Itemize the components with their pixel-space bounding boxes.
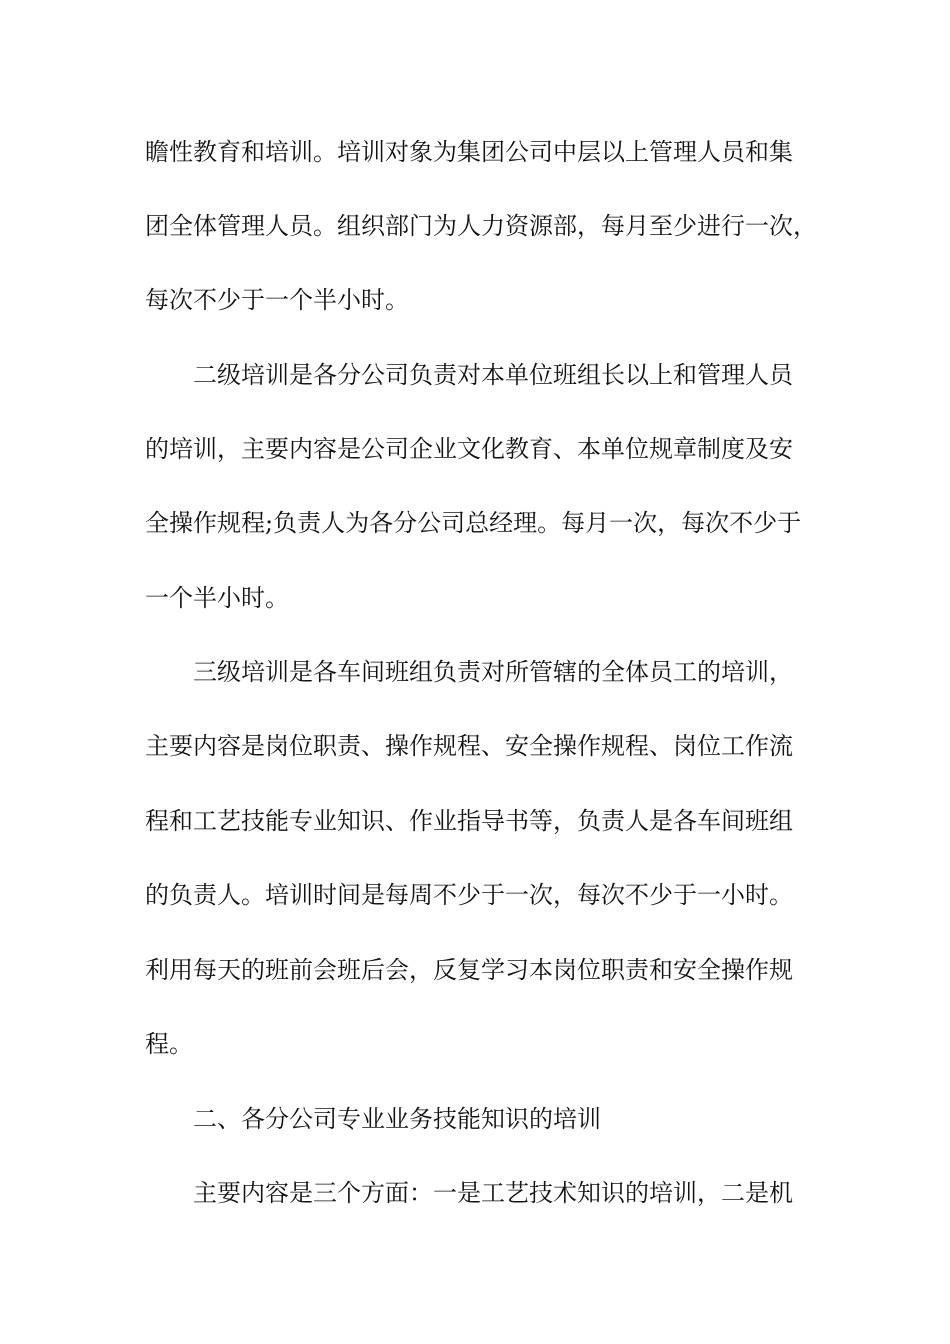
text-line: 瞻性教育和培训。培训对象为集团公司中层以上管理人员和集 (145, 138, 793, 166)
text-line: 一个半小时。 (145, 584, 289, 612)
text-line: 全操作规程;负责人为各分公司总经理。每月一次，每次不少于 (145, 509, 802, 537)
text-line: 团全体管理人员。组织部门为人力资源部，每月至少进行一次， (145, 212, 817, 240)
text-line: 程。 (145, 1030, 193, 1058)
text-line: 利用每天的班前会班后会，反复学习本岗位职责和安全操作规 (145, 956, 793, 984)
text-line: 程和工艺技能专业知识、作业指导书等，负责人是各车间班组 (145, 807, 793, 835)
paragraph-start-line: 二级培训是各分公司负责对本单位班组长以上和管理人员 (193, 361, 793, 389)
paragraph-start-line: 主要内容是三个方面：一是工艺技术知识的培训，二是机 (193, 1179, 793, 1207)
text-line: 的培训，主要内容是公司企业文化教育、本单位规章制度及安 (145, 435, 793, 463)
text-line: 的负责人。培训时间是每周不少于一次，每次不少于一小时。 (145, 881, 793, 909)
text-line: 每次不少于一个半小时。 (145, 286, 409, 314)
text-line: 主要内容是岗位职责、操作规程、安全操作规程、岗位工作流 (145, 732, 793, 760)
paragraph-start-line: 三级培训是各车间班组负责对所管辖的全体员工的培训， (193, 658, 793, 686)
section-heading: 二、各分公司专业业务技能知识的培训 (193, 1105, 601, 1133)
